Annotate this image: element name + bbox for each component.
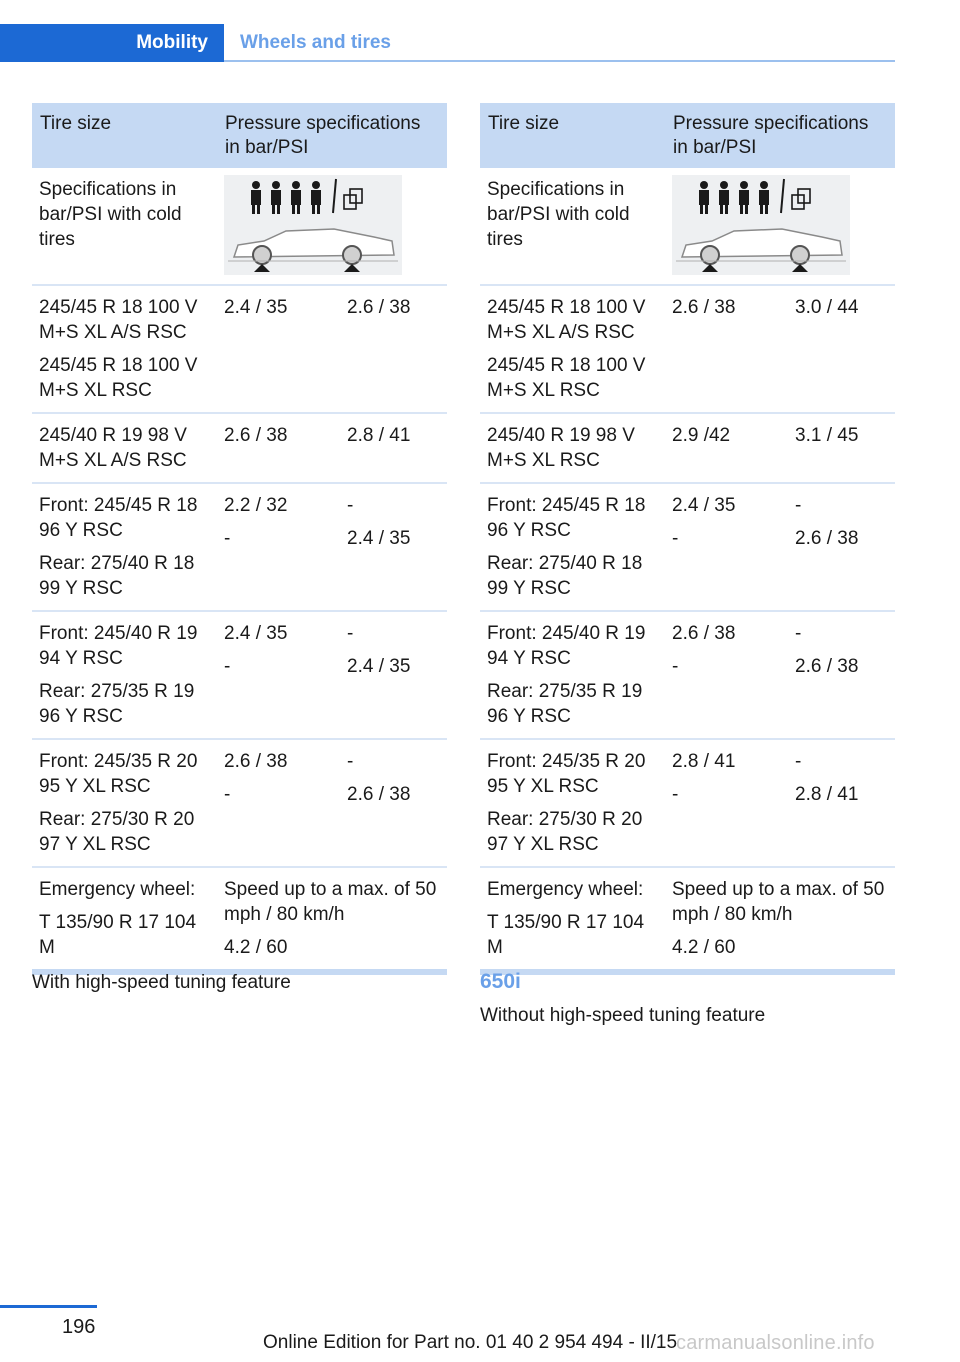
tire-size: T 135/90 R 17 104 M — [487, 912, 645, 958]
pressure-value: 3.1 / 45 — [795, 425, 859, 446]
person-icon — [251, 181, 321, 214]
caption-high-speed: With high-speed tuning feature — [32, 972, 291, 993]
pressure-value: - — [672, 784, 679, 805]
table-row — [480, 414, 895, 484]
edition-note: Online Edition for Part no. 01 40 2 954 494 - II/15 — [263, 1332, 678, 1353]
emergency-wheel-label: Emergency wheel: — [39, 879, 196, 900]
pressure-value: 2.6 / 38 — [347, 784, 411, 805]
tire-size: Front: 245/40 R 19 94 Y RSC — [487, 623, 646, 669]
pressure-value: - — [224, 528, 231, 549]
pressure-value: 2.4 / 35 — [347, 528, 411, 549]
tire-size: 245/40 R 19 98 V M+S XL A/S RSC — [39, 425, 187, 471]
tire-size: 245/40 R 19 98 V M+S XL RSC — [487, 425, 635, 471]
pressure-value: - — [224, 656, 231, 677]
pressure-value: - — [347, 751, 354, 772]
table-row — [480, 740, 895, 868]
table-row — [480, 286, 895, 414]
emergency-wheel-label: Emergency wheel: — [487, 879, 644, 900]
spec-row — [480, 168, 895, 286]
header-tire-size: Tire size — [488, 113, 560, 134]
load-pictogram — [672, 175, 850, 275]
tire-size: Front: 245/35 R 20 95 Y XL RSC — [39, 751, 198, 797]
pressure-value: 2.4 / 35 — [347, 656, 411, 677]
page-header — [0, 24, 895, 62]
model-heading: 650i — [480, 970, 521, 993]
load-pictogram-cell — [217, 168, 447, 284]
table-row — [480, 484, 895, 612]
pressure-value: 2.9 /42 — [672, 425, 731, 446]
speed-limit-note: Speed up to a max. of 50 mph / 80 km/h — [672, 879, 885, 925]
table-header — [32, 103, 447, 168]
pressure-value: - — [224, 784, 231, 805]
load-pictogram — [224, 175, 402, 275]
pressure-value: 2.8 / 41 — [347, 425, 411, 446]
pressure-value: 2.2 / 32 — [224, 495, 288, 516]
pressure-value: - — [672, 656, 679, 677]
tire-size: 245/45 R 18 100 V M+S XL A/S RSC — [39, 297, 198, 343]
tire-size: Rear: 275/35 R 19 96 Y RSC — [39, 681, 195, 727]
table-row — [480, 612, 895, 740]
header-tire-size: Tire size — [40, 113, 112, 134]
tire-size: Front: 245/45 R 18 96 Y RSC — [487, 495, 646, 541]
load-pictogram-cell — [665, 168, 895, 284]
table-header — [480, 103, 895, 168]
pressure-value: - — [795, 495, 802, 516]
tire-size: Rear: 275/40 R 18 99 Y RSC — [39, 553, 195, 599]
table-row — [32, 414, 447, 484]
caption-no-high-speed: Without high-speed tuning feature — [480, 1005, 766, 1026]
spec-label: Specifications in bar/PSI with cold tires — [39, 179, 182, 250]
tire-size: Front: 245/35 R 20 95 Y XL RSC — [487, 751, 646, 797]
pressure-value: 2.6 / 38 — [795, 656, 859, 677]
pressure-value: 4.2 / 60 — [672, 937, 736, 958]
emergency-wheel-row — [480, 868, 895, 975]
tire-size: 245/45 R 18 100 V M+S XL RSC — [487, 355, 646, 401]
pressure-value: 2.8 / 41 — [795, 784, 859, 805]
tire-size: Rear: 275/30 R 20 97 Y XL RSC — [487, 809, 643, 855]
pressure-value: 2.4 / 35 — [672, 495, 736, 516]
pressure-value: 2.4 / 35 — [224, 623, 288, 644]
header-pressure: Pressure specifications in bar/PSI — [225, 113, 421, 158]
pressure-value: 2.6 / 38 — [672, 297, 736, 318]
spec-label: Specifications in bar/PSI with cold tires — [487, 179, 630, 250]
pressure-value: 2.8 / 41 — [672, 751, 736, 772]
pressure-value: 2.4 / 35 — [224, 297, 288, 318]
pressure-value: 2.6 / 38 — [347, 297, 411, 318]
tire-size: Rear: 275/40 R 18 99 Y RSC — [487, 553, 643, 599]
header-pressure: Pressure specifications in bar/PSI — [673, 113, 869, 158]
tire-size: Front: 245/45 R 18 96 Y RSC — [39, 495, 198, 541]
table-row — [32, 740, 447, 868]
pressure-value: - — [347, 623, 354, 644]
person-icon — [699, 181, 769, 214]
section-tab-wheels-and-tires[interactable]: Wheels and tires — [240, 32, 391, 53]
section-tab-mobility[interactable]: Mobility — [0, 24, 224, 62]
tire-size: Rear: 275/35 R 19 96 Y RSC — [487, 681, 643, 727]
tire-pressure-table-left — [32, 103, 447, 975]
emergency-wheel-row — [32, 868, 447, 975]
tire-pressure-table-right — [480, 103, 895, 975]
pressure-value: 2.6 / 38 — [672, 623, 736, 644]
pressure-value: 2.6 / 38 — [795, 528, 859, 549]
car-side-icon — [228, 229, 398, 272]
pressure-value: 3.0 / 44 — [795, 297, 859, 318]
spec-row — [32, 168, 447, 286]
tire-size: T 135/90 R 17 104 M — [39, 912, 197, 958]
watermark: carmanualsonline.info — [676, 1332, 875, 1354]
pressure-value: - — [795, 623, 802, 644]
car-side-icon — [676, 229, 846, 272]
footer-divider — [0, 1305, 97, 1308]
tire-size: Front: 245/40 R 19 94 Y RSC — [39, 623, 198, 669]
pressure-value: - — [672, 528, 679, 549]
pressure-value: 2.6 / 38 — [224, 425, 288, 446]
pressure-value: - — [347, 495, 354, 516]
table-row — [32, 484, 447, 612]
luggage-icon — [792, 189, 810, 209]
speed-limit-note: Speed up to a max. of 50 mph / 80 km/h — [224, 879, 437, 925]
tire-size: Rear: 275/30 R 20 97 Y XL RSC — [39, 809, 195, 855]
pressure-value: 2.6 / 38 — [224, 751, 288, 772]
table-row — [32, 612, 447, 740]
pressure-value: - — [795, 751, 802, 772]
pressure-value: 4.2 / 60 — [224, 937, 288, 958]
page-number: 196 — [62, 1316, 96, 1338]
header-divider — [224, 60, 895, 62]
tire-size: 245/45 R 18 100 V M+S XL A/S RSC — [487, 297, 646, 343]
luggage-icon — [344, 189, 362, 209]
table-row — [32, 286, 447, 414]
tire-size: 245/45 R 18 100 V M+S XL RSC — [39, 355, 198, 401]
